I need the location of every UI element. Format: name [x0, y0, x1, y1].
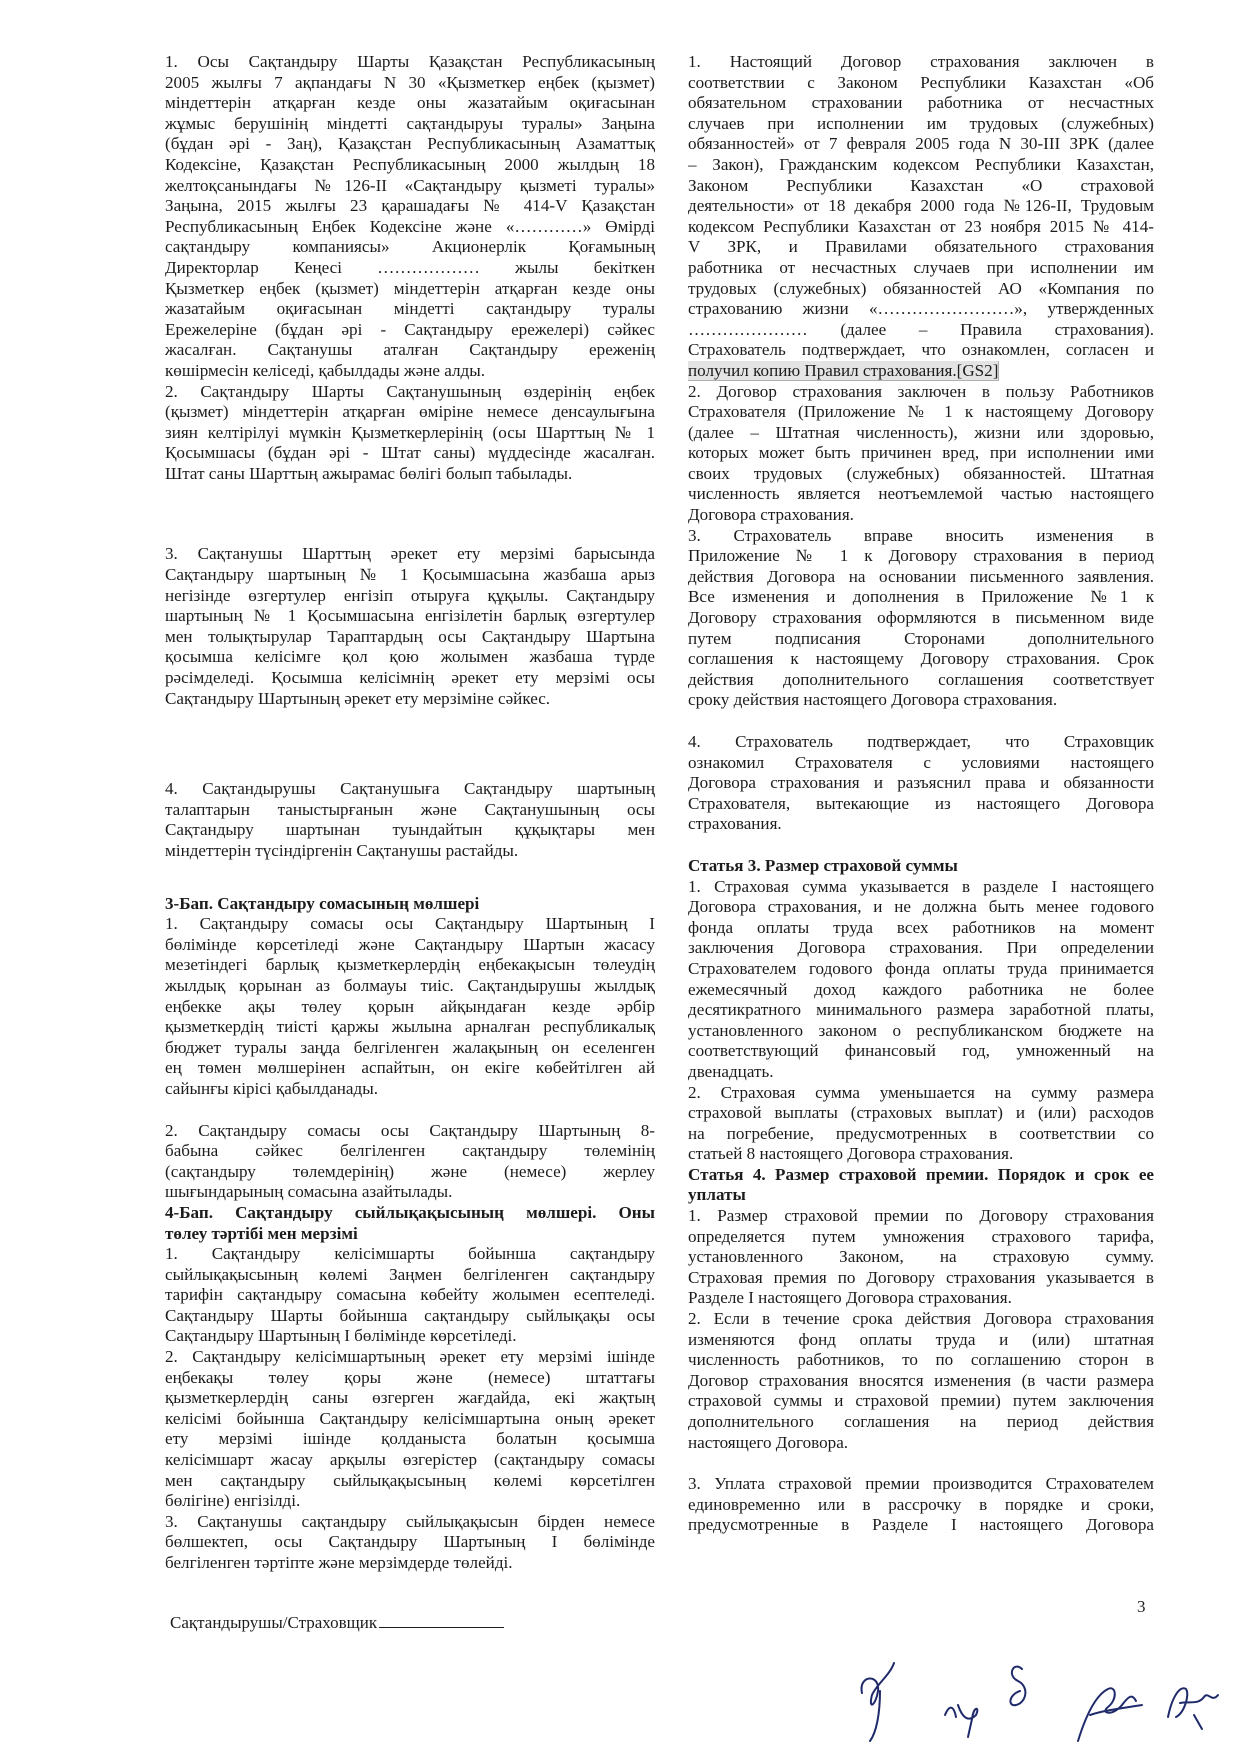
text-line: единовременно или в рассрочку в порядке и сроки,	[688, 1494, 1154, 1514]
right-art4-para3	[688, 1474, 1154, 1536]
left-para3	[165, 544, 655, 709]
text-line: қызметкердің тиісті қаржы жылына арналған республикалық	[165, 1017, 655, 1037]
text-line: Қосымшасы (бұдан әрі - Штат саны) мүддесінде жасалған.	[165, 443, 655, 463]
text-line: которых может быть причинен вред, при исполнении ими	[688, 443, 1154, 463]
text-line: Договору страхования оформляются в письменном виде	[688, 608, 1154, 628]
text-line: Республикасының Еңбек Кодексіне және «…………» Өмірді	[165, 216, 655, 236]
text-line: изменяются фонд оплаты труда и (или) штатная	[688, 1329, 1154, 1349]
heading-line: уплаты	[688, 1185, 746, 1205]
text-line: своих трудовых (служебных) обязанностей. Штатная	[688, 463, 1154, 483]
text-line: работника от несчастных случаев при исполнении им	[688, 257, 1154, 277]
text-line: Сақтандыру шартының № 1 Қосымшасына жазбаша арыз	[165, 565, 655, 585]
text-line: Сақтандыру шартынан туындайтын құқықтары мен	[165, 820, 655, 840]
text-line: шығындарының сомасына азайтылады.	[165, 1182, 453, 1202]
text-line: 2. Сақтандыру келісімшартының әрекет ету мерзімі ішінде	[165, 1347, 655, 1367]
text-line: бөлігіне) енгізілді.	[165, 1491, 301, 1511]
right-art4-para1	[688, 1206, 1154, 1309]
text-line: численность работников, то по соглашению сторон в	[688, 1350, 1154, 1370]
signature-label: Сақтандырушы/Страховщик	[170, 1613, 378, 1632]
text-line: сроку действия настоящего Договора страхования.	[688, 690, 1058, 710]
text-line: Приложение № 1 к Договору страхования в период	[688, 546, 1154, 566]
text-line: 1. Размер страховой премии по Договору страхования	[688, 1206, 1154, 1226]
text-line: Сақтандыру Шарты бойынша сақтандыру сыйлықақы осы	[165, 1305, 655, 1325]
text-line: Қызметкер еңбек (қызмет) міндеттерін атқарған кезде оны	[165, 278, 655, 298]
text-line: 1. Осы Сақтандыру Шарты Қазақстан Республикасының	[165, 52, 655, 71]
right-art3-para2	[688, 1083, 1154, 1165]
initial-mark-4	[1078, 1688, 1142, 1741]
text-line: еңбекке ақы төлеу қорын айқындаған кезде әрбір	[165, 996, 655, 1016]
text-line: 4. Сақтандырушы Сақтанушыға Сақтандыру шартының	[165, 779, 655, 799]
left-chapter3-title	[165, 894, 655, 915]
text-line: Страхователь подтверждает, что ознакомлен, согласен и	[688, 340, 1154, 360]
text-line: двенадцать.	[688, 1061, 774, 1081]
text-line: Штат саны Шарттың ажырамас бөлігі болып табылады.	[165, 463, 573, 483]
text-line: обязанностей» от 7 февраля 2005 года N 30-III ЗРК (далее	[688, 134, 1154, 154]
right-art3-para1	[688, 877, 1154, 1083]
text-line: установленного Законом, на страховую сумму.	[688, 1247, 1154, 1267]
text-line: действия дополнительного соглашения соответствует	[688, 669, 1154, 689]
text-line: рәсімделеді. Қосымша келісімнің әрекет ету мерзімі осы	[165, 668, 655, 688]
text-line: мезетіндегі барлық қызметкерлердің еңбекақысын төлеудің	[165, 955, 655, 975]
left-para2	[165, 382, 655, 485]
text-line: ету мерзімі ішінде қолданыста болатын қосымша	[165, 1429, 655, 1449]
text-line: Страхователя (Приложение № 1 к настоящему Договору	[688, 402, 1154, 422]
text-line: Разделе I настоящего Договора страхования.	[688, 1288, 1012, 1308]
text-line: – Закон), Гражданским кодексом Республики Казахстан,	[688, 154, 1154, 174]
text-line: (далее – Штатная численность), жизни или здоровью,	[688, 422, 1154, 442]
text-line: численность является неотъемлемой частью настоящего	[688, 484, 1154, 504]
left-para4	[165, 779, 655, 861]
text-line: предусмотренные в Разделе I настоящего Договора	[688, 1515, 1154, 1535]
text-line: 2. Если в течение срока действия Договора страхования	[688, 1309, 1154, 1329]
text-line: сақтандыру компаниясы» Акционерлік Қоғамының	[165, 237, 655, 257]
text-line: 1. Сақтандыру сомасы осы Сақтандыру Шартының I	[165, 914, 655, 934]
initial-mark-1	[862, 1663, 894, 1741]
text-line: (бұдан әрі - Заң), Қазақстан Республикасының Азаматтық	[165, 134, 655, 154]
text-line: Все изменения и дополнения в Приложение №1 к	[688, 587, 1154, 607]
highlighted-text	[688, 361, 998, 380]
text-line: 3. Сақтанушы сақтандыру сыйлықақысын бірден немесе	[165, 1511, 655, 1531]
right-article4-title	[688, 1165, 1154, 1206]
text-line: соответствующий финансовый год, умноженный на	[688, 1041, 1154, 1061]
text-line: ознакомил Страхователя с условиями настоящего	[688, 752, 1154, 772]
text-line: зиян келтірілуі мүмкін Қызметкерлерінің (осы Шарттың № 1	[165, 422, 655, 442]
text-line: мен сақтандыру сыйлықақысының көлемі көрсетілген	[165, 1470, 655, 1490]
right-para4	[688, 732, 1154, 835]
text-line: Страхователя, вытекающие из настоящего Договора	[688, 793, 1154, 813]
right-para1	[688, 52, 1154, 382]
left-ch4-para3	[165, 1512, 655, 1574]
initial-mark-5	[1168, 1688, 1218, 1729]
text-line: 3. Страхователь вправе вносить изменения в	[688, 525, 1154, 545]
text-line: страхованию жизни «……………………», утвержденных	[688, 299, 1154, 319]
text-line: қосымша келісімге қол қою жолымен жазбаша түрде	[165, 647, 655, 667]
text-line: (сақтандыру төлемдерінің) және (немесе) жерлеу	[165, 1161, 655, 1181]
heading-line: 3-Бап. Сақтандыру сомасының мөлшері	[165, 893, 480, 913]
text-line: талаптарын таныстырғанын және Сақтанушының осы	[165, 799, 655, 819]
text-line: Договор страхования вносятся изменения (в части размера	[688, 1370, 1154, 1390]
text-line: ………………… (далее – Правила страхования).	[688, 319, 1154, 339]
text-line: келісімі бойынша Сақтандыру келісімшартына оның әрекет	[165, 1408, 655, 1428]
text-line: V ЗРК, и Правилами обязательного страхования	[688, 237, 1154, 257]
text-line: фонда оплаты труда всех работников на момент	[688, 917, 1154, 937]
left-ch4-para2	[165, 1347, 655, 1512]
text-line: дополнительного соглашения на период действия	[688, 1412, 1154, 1431]
text-line: статьей 8 настоящего Договора страхования.	[688, 1144, 1014, 1164]
text-line: белгіленген тәртіпте және мерзімдерде төлейді.	[165, 1553, 513, 1572]
left-ch4-para1	[165, 1244, 655, 1347]
text-line: желтоқсанындағы №126-II «Сақтандыру қызметі туралы»	[165, 175, 655, 195]
text-line: жұмыс берушінің міндетті сақтандыруы туралы» Заңына	[165, 113, 655, 133]
text-line: Договора страхования, и не должна быть менее годового	[688, 897, 1154, 917]
left-ch3-para1	[165, 914, 655, 1099]
text-line: 3. Сақтанушы Шарттың әрекет ету мерзімі барысында	[165, 544, 655, 564]
text-line: жылдық қорынан аз болмауы тиіс. Сақтандырушы жылдық	[165, 975, 655, 995]
text-line: 1. Страховая сумма указывается в разделе I настоящего	[688, 876, 1154, 896]
highlighted-sentence: получил копию Правил страхования.	[688, 360, 957, 380]
heading-line: Статья 4. Размер страховой премии. Порядок и срок ее	[688, 1164, 1154, 1184]
text-line: қызметкерлердің саны өзгерген жағдайда, екі жақтың	[165, 1388, 655, 1408]
text-line: міндеттерін атқарған кезде оны жазатайым оқиғасынан	[165, 93, 655, 113]
text-line: трудовых (служебных) обязанностей АО «Компания по	[688, 278, 1154, 298]
text-line: кодексом Республики Казахстан от 23 ноября 2015 № 414-	[688, 216, 1154, 236]
text-line: 2005 жылғы 7 ақпандағы N 30 «Қызметкер еңбек (қызмет)	[165, 72, 655, 92]
text-line: Договора страхования и разъяснил права и обязанности	[688, 773, 1154, 793]
text-line: Директорлар Кеңесі ……………… жылы бекіткен	[165, 257, 655, 277]
text-line: обязательном страховании работника от несчастных	[688, 93, 1154, 113]
text-line: страховой суммы и страховой премии) путем заключения	[688, 1391, 1154, 1411]
right-column-russian	[688, 52, 1154, 1536]
text-line: страхования.	[688, 814, 782, 834]
heading-line: 4-Бап. Сақтандыру сыйлықақысының мөлшері. Оны	[165, 1202, 655, 1222]
heading-line: төлеу тәртібі мен мерзімі	[165, 1223, 358, 1243]
initial-mark-3	[1010, 1667, 1025, 1706]
text-line: ең төмен мөлшерінен аспайтын, он екіге көбейтілген ай	[165, 1058, 655, 1078]
left-column-kazakh	[165, 52, 655, 1574]
text-line: на погребение, предусмотренных в соответствии со	[688, 1123, 1154, 1143]
text-line: бюджет туралы заңда белгіленген жалақының он еселенген	[165, 1037, 655, 1057]
text-line: случаев при исполнении им трудовых (служебных)	[688, 113, 1154, 133]
text-line: деятельности» от 18 декабря 2000 года №126-II, Трудовым	[688, 196, 1154, 216]
signature-line	[379, 1611, 504, 1628]
text-line: бөлшектеп, осы Сақтандыру Шартының I бөлімінде	[165, 1532, 655, 1552]
text-line: десятикратного минимального размера заработной платы,	[688, 1000, 1154, 1020]
left-ch3-para2	[165, 1121, 655, 1203]
text-line: путем подписания Сторонами дополнительного	[688, 628, 1154, 648]
text-line: 1. Сақтандыру келісімшарты бойынша сақтандыру	[165, 1244, 655, 1264]
text-line: действия Договора на основании письменного заявления.	[688, 566, 1154, 586]
text-line: Законом Республики Казахстан «О страховой	[688, 175, 1154, 195]
page-number: 3	[1137, 1597, 1146, 1616]
text-line: сайынғы кірісі қабылданады.	[165, 1078, 378, 1098]
text-line: 2. Договор страхования заключен в пользу Работников	[688, 381, 1154, 401]
text-line: тарифін сақтандыру сомасына көбейту жолымен есептеледі.	[165, 1285, 655, 1305]
heading-line: Статья 3. Размер страховой суммы	[688, 855, 958, 875]
right-art4-para2	[688, 1309, 1154, 1453]
text-line: бөлімінде көрсетіледі және Сақтандыру Шартын жасасу	[165, 934, 655, 954]
text-line	[688, 361, 1154, 382]
text-line: мен толықтырулар Тараптардың осы Сақтандыру Шартына	[165, 626, 655, 646]
text-line: еңбекақы төлеу қоры және (немесе) штаттағы	[165, 1367, 655, 1387]
text-line: установленного законом о республиканском бюджете на	[688, 1020, 1154, 1040]
text-line: Сақтандыру Шартының әрекет ету мерзіміне сәйкес.	[165, 688, 551, 708]
text-line: (қызмет) міндеттерін атқарған өміріне немесе денсаулығына	[165, 402, 655, 422]
text-line: бабына сәйкес белгіленген сақтандыру төлемінің	[165, 1141, 655, 1161]
text-line: 1. Настоящий Договор страхования заключен в	[688, 52, 1154, 71]
right-article3-title	[688, 856, 1154, 877]
text-line: Ережелеріне (бұдан әрі - Сақтандыру ережелері) сәйкес	[165, 319, 655, 339]
handwritten-initials	[850, 1645, 1230, 1745]
text-line: настоящего Договора.	[688, 1432, 849, 1452]
text-line: көшірмесін келіседі, қабылдады және алды.	[165, 360, 486, 380]
text-line: Кодексіне, Қазақстан Республикасының 2000 жылдың 18	[165, 154, 655, 174]
text-line: определяется путем умножения страхового тарифа,	[688, 1226, 1154, 1246]
text-line: Страхователем годового фонда оплаты труда принимается	[688, 958, 1154, 978]
text-line: сыйлықақысының көлемі Заңмен белгіленген сақтандыру	[165, 1264, 655, 1284]
text-line: соответствии с Законом Республики Казахстан «Об	[688, 72, 1154, 92]
right-para2	[688, 382, 1154, 526]
text-line: соглашения к настоящему Договору страхования. Срок	[688, 649, 1154, 669]
left-para1	[165, 52, 655, 382]
text-line: негізінде өзгертулер енгізіп отыруға құқылы. Сақтандыру	[165, 585, 655, 605]
text-line: 2. Сақтандыру сомасы осы Сақтандыру Шартының 8-	[165, 1120, 655, 1140]
comment-marker[interactable]: [GS2]	[956, 360, 999, 380]
text-line: страховой выплаты (страховых выплат) и (или) расходов	[688, 1103, 1154, 1123]
right-para3	[688, 526, 1154, 711]
text-line: 2. Сақтандыру Шарты Сақтанушының өздерінің еңбек	[165, 381, 655, 401]
text-line: Сақтандыру Шартының I бөлімінде көрсетіледі.	[165, 1326, 517, 1346]
text-line: 2. Страховая сумма уменьшается на сумму размера	[688, 1082, 1154, 1102]
text-line: 3. Уплата страховой премии производится Страхователем	[688, 1474, 1154, 1494]
initial-mark-2	[945, 1705, 977, 1737]
text-line: Заңына, 2015 жылғы 23 қарашадағы № 414-V Қазақстан	[165, 196, 655, 216]
text-line: келісімшарт жасау арқылы өзгерістер (сақтандыру сомасы	[165, 1450, 655, 1470]
text-line: заключения Договора страхования. При определении	[688, 938, 1154, 958]
text-line: Страховая премия по Договору страхования указывается в	[688, 1267, 1154, 1287]
text-line: ежемесячный доход каждого работника не более	[688, 979, 1154, 999]
text-line: міндеттерін түсіндіргенін Сақтанушы растайды.	[165, 841, 519, 860]
left-chapter4-title	[165, 1203, 655, 1244]
text-line: 4. Страхователь подтверждает, что Страховщик	[688, 732, 1154, 751]
signature-block	[170, 1611, 504, 1633]
text-line: жасалған. Сақтанушы аталған Сақтандыру ереженің	[165, 340, 655, 360]
text-line: Договора страхования.	[688, 505, 854, 525]
text-line: шартының № 1 Қосымшасына енгізілетін барлық өзгертулер	[165, 606, 655, 626]
text-line: жазатайым оқиғасынан міндетті сақтандыру туралы	[165, 299, 655, 319]
